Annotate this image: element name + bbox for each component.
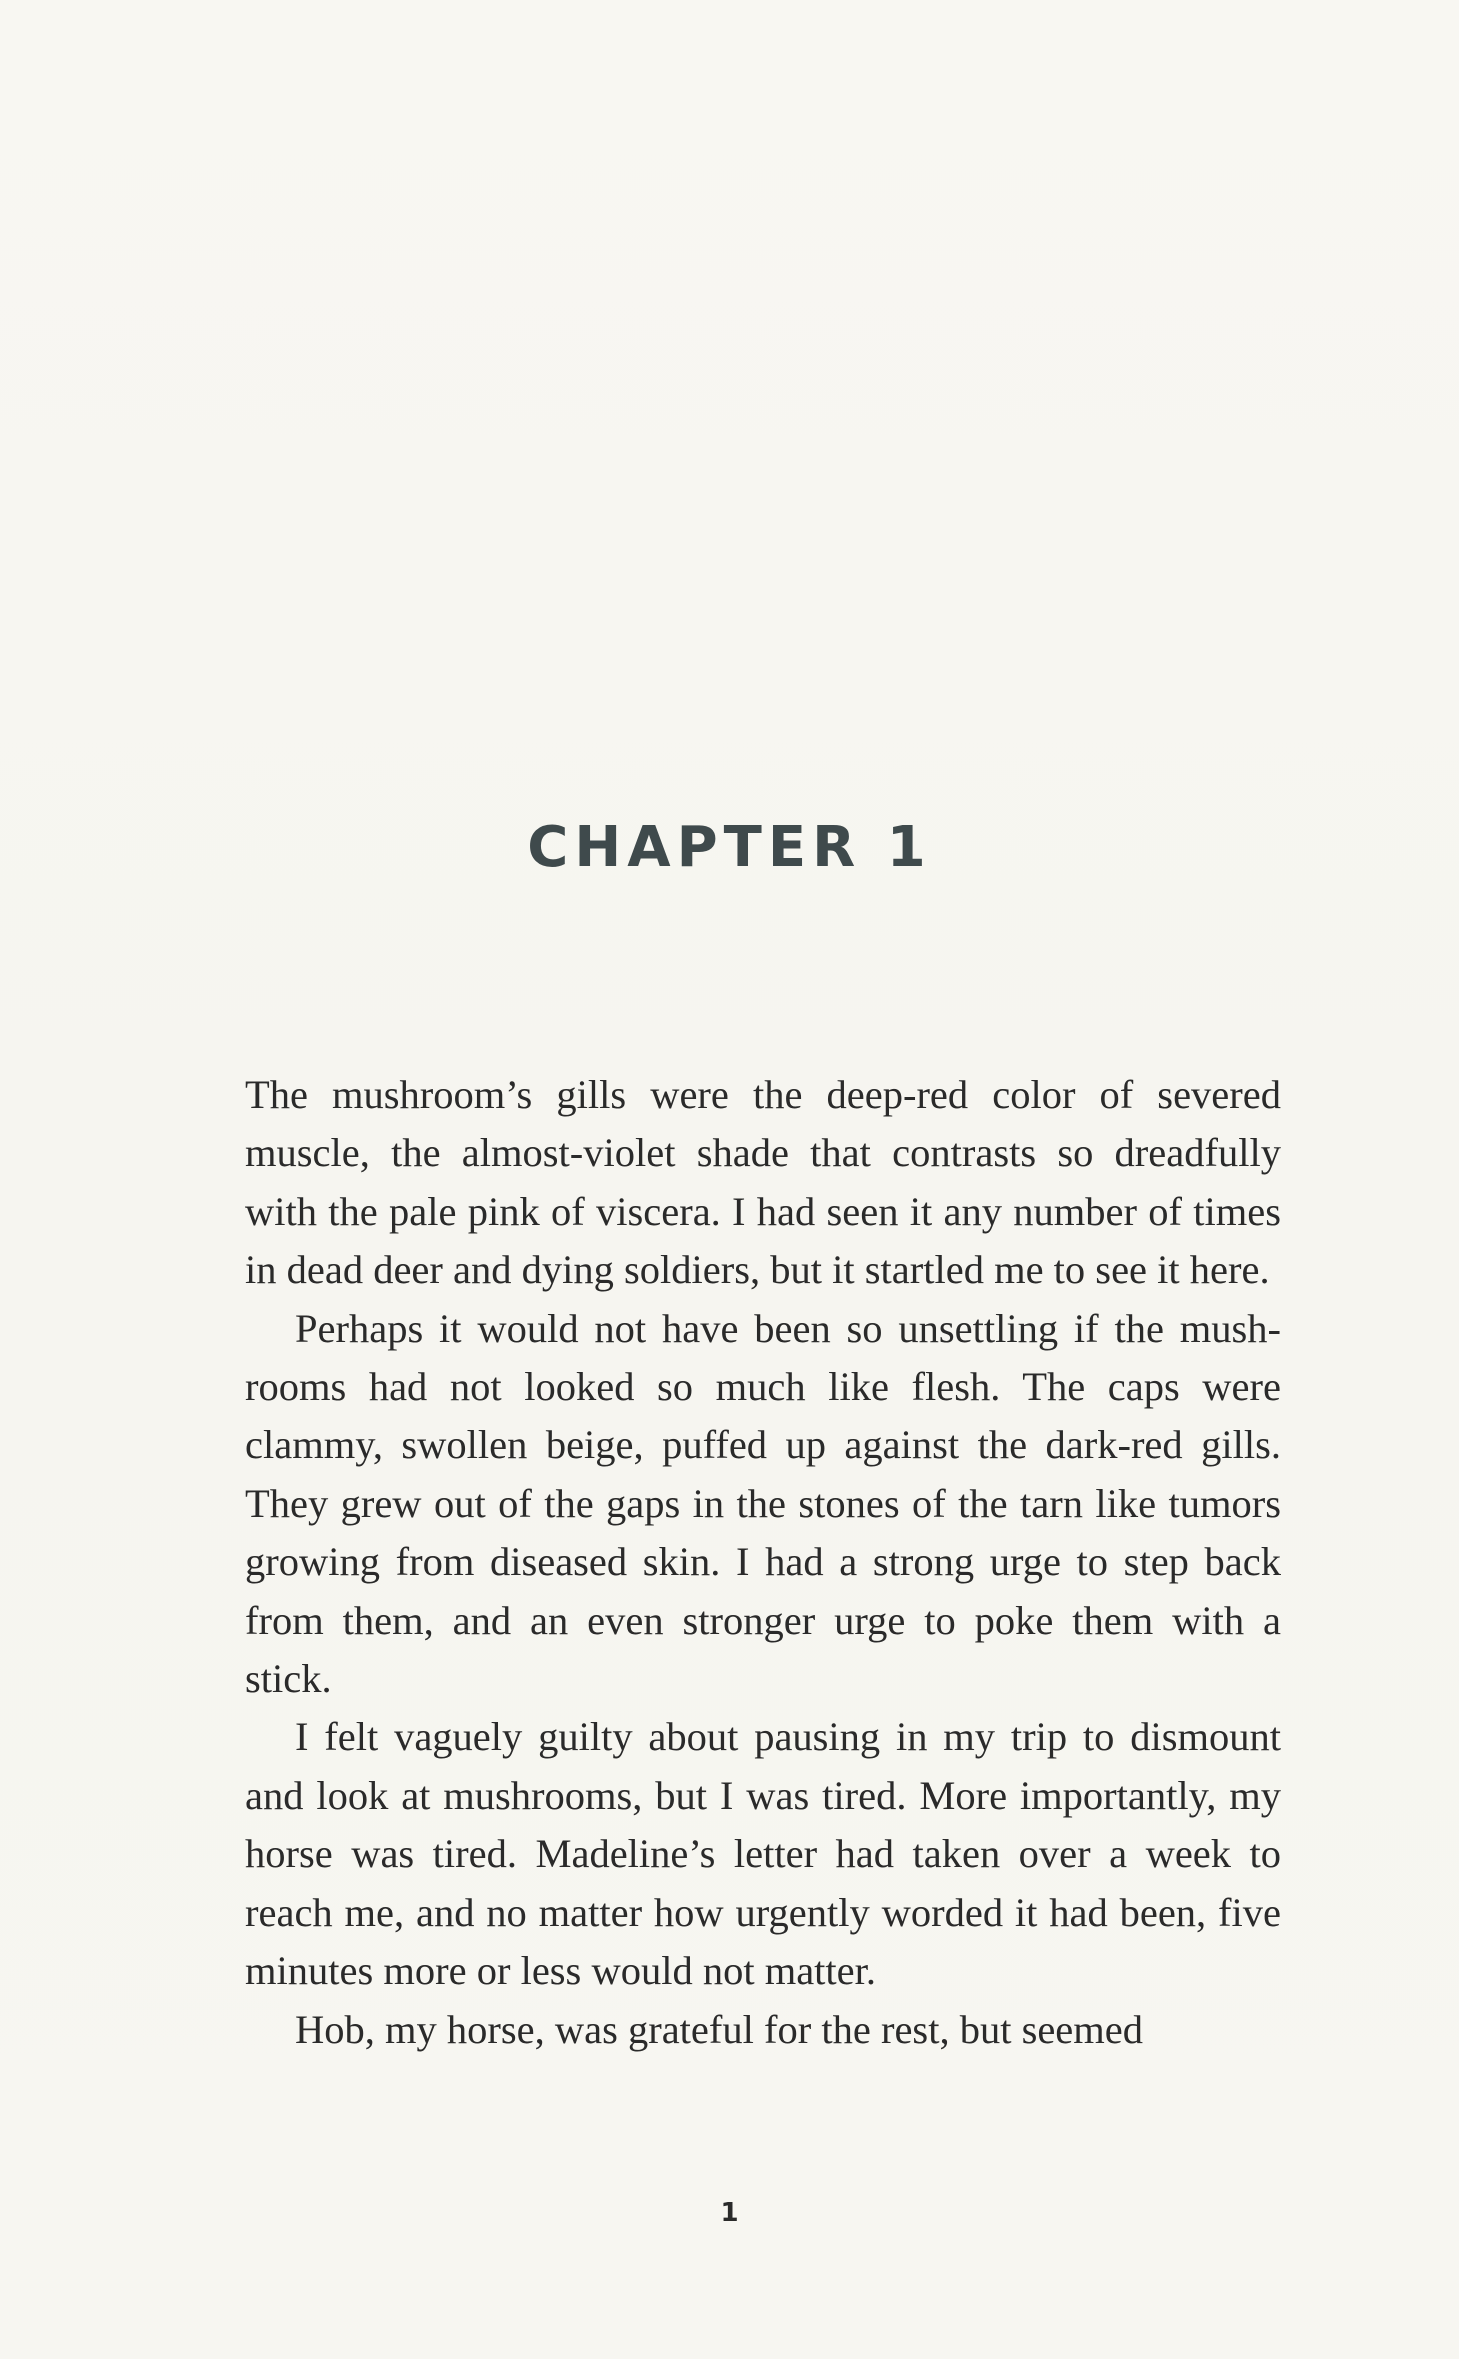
paragraph-3: I felt vaguely guilty about pausing in my trip to dismount and look at mushrooms, but I was tired. More importantly, my horse was tired. Madeline’s letter had taken over a week to reach me, and no matter how urgently worded it had been, five minutes more or less would not matter. xyxy=(245,1714,1281,1994)
paragraph-1: The mushroom’s gills were the deep-red color of severed muscle, the almost-violet shade that contrasts so dreadfully with the pale pink of viscera. I had seen it any number of times in dead deer and dying soldiers, but it startled me to see it here. xyxy=(245,1072,1281,1293)
paragraph-4: Hob, my horse, was grateful for the rest, but seemed xyxy=(295,2006,1144,2052)
paragraph-2: Perhaps it would not have been so unsettling if the mushrooms had not looked so much like flesh. The caps were clammy, swollen beige, puffed up against the dark-red gills. They grew out of the gaps in the stones of the tarn like tumors growing from diseased skin. I had a strong urge to step back from them, and an even stronger urge to poke them with a stick. xyxy=(245,1305,1281,1702)
chapter-body xyxy=(245,1066,1281,2059)
chapter-title: CHAPTER 1 xyxy=(527,815,932,880)
page-number: 1 xyxy=(720,2198,739,2228)
